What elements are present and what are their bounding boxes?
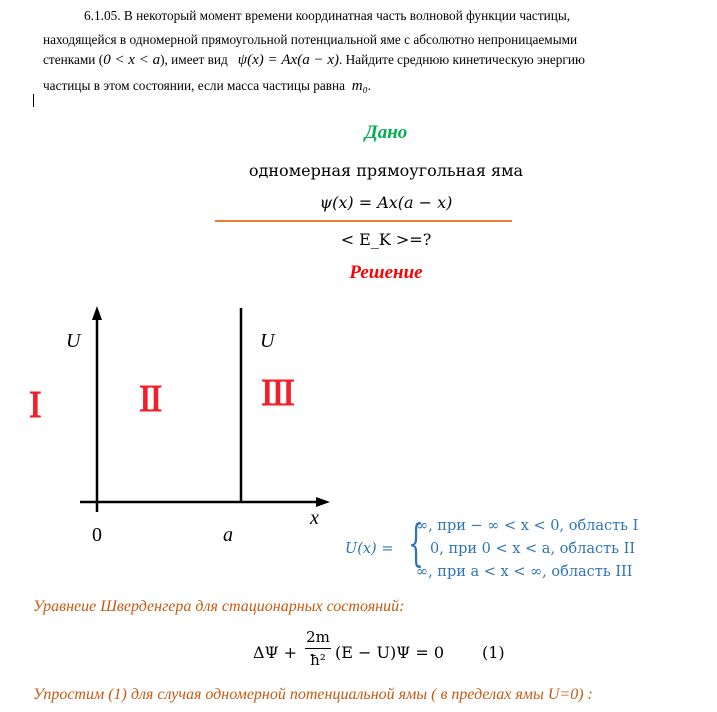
problem-line-2: находящейся в одномерной прямоугольной потенциальной яме с абсолютно непроницаемыми: [43, 32, 578, 47]
simplify-text: Упростим (1) для случая одномерной потенциальной ямы ( в пределах ямы U=0) :: [33, 686, 593, 703]
zero-label: 0: [92, 524, 102, 546]
x-axis-label: x: [310, 507, 319, 529]
u-right-label: U: [260, 330, 275, 352]
text: . Найдите среднюю кинетическую энергию: [338, 52, 585, 67]
potential-case-1: ∞, при − ∞ < x < 0, область I: [416, 518, 639, 534]
text: .: [367, 78, 372, 93]
eq-den: ħ²: [310, 651, 326, 669]
find-formula: < E_K >=?: [340, 230, 432, 249]
eq-number: (1): [482, 643, 505, 662]
region-2-label: II: [139, 378, 161, 420]
given-title: Дано: [364, 122, 408, 143]
y-axis-arrow-icon: [92, 306, 102, 320]
solution-title: Решение: [349, 262, 423, 283]
given-text: одномерная прямоугольная яма: [248, 161, 524, 180]
eq-lhs: ΔΨ +: [253, 643, 298, 662]
u-left-label: U: [66, 330, 81, 352]
region-3-label: III: [261, 372, 293, 414]
fraction-bar: [305, 648, 331, 649]
text-cursor: [33, 94, 34, 107]
text: ), имеет вид: [160, 52, 228, 67]
math: m₀: [351, 78, 368, 94]
text: частицы в этом состоянии, если масса частицы равна: [43, 78, 346, 93]
text: стенками (: [43, 52, 104, 67]
region-1-label: I: [29, 384, 42, 426]
problem-line-3: [43, 52, 643, 69]
given-divider: [215, 220, 512, 222]
given-formula: ψ(x) = Ax(a − x): [319, 193, 453, 212]
a-label: a: [223, 524, 233, 546]
problem-line-1: 6.1.05. В некоторый момент времени координатная часть волновой функции частицы,: [84, 8, 571, 23]
potential-case-2: 0, при 0 < x < a, область II: [430, 541, 636, 557]
problem-line-4: [43, 78, 643, 95]
math: ψ(x) = Ax(a − x): [237, 52, 339, 68]
eq-rhs: (E − U)Ψ = 0: [335, 643, 445, 662]
schrodinger-heading: Уравнеие Шверденгера для стационарных состояний:: [33, 598, 405, 615]
math: 0 < x < a: [103, 52, 161, 68]
eq-num: 2m: [306, 628, 330, 646]
x-axis-arrow-icon: [316, 497, 330, 507]
brace-icon: {: [408, 514, 424, 572]
potential-case-3: ∞, при a < x < ∞, область III: [416, 564, 633, 580]
potential-lhs: U(x) =: [345, 541, 394, 557]
